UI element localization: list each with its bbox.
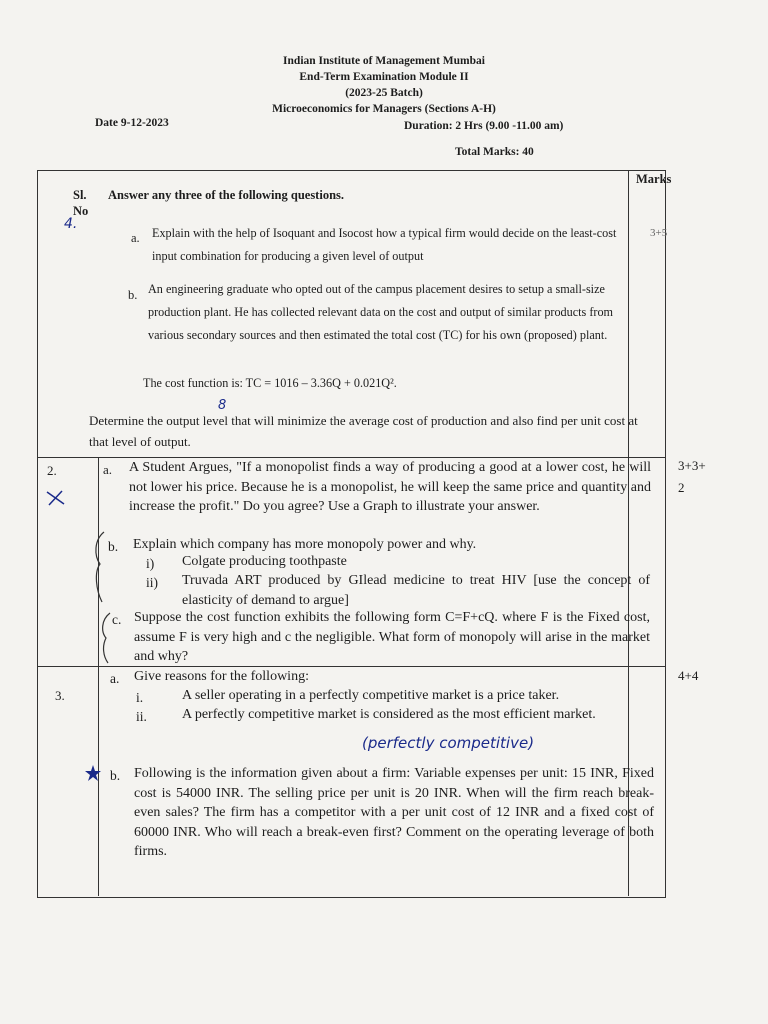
q2a-text: A Student Argues, "If a monopolist finds a way of producing a good at a lower cost, he will not lower his price. Because he is a monopolist, he will keep the same price and quantity and increase the profit." Do you agree? Use a Graph to illustrate your answer. (129, 460, 651, 514)
q3a-text: Give reasons for the following: (134, 669, 309, 684)
q2b-text: Explain which company has more monopoly power and why. (133, 537, 477, 552)
q2a-label: a. (103, 462, 113, 477)
exam-date: Date 9-12-2023 (95, 117, 169, 129)
q2b-item-2-label: ii) (146, 575, 158, 590)
q3a-label: a. (110, 671, 120, 686)
q2-number: 2. (47, 463, 57, 478)
handwritten-cross-icon (44, 488, 68, 508)
handwritten-bracket-icon (98, 610, 114, 666)
q2-marks-line1: 3+3+ (678, 458, 706, 473)
sl-column-divider (98, 457, 99, 896)
exam-title: End-Term Examination Module II (299, 71, 469, 83)
institute-name: Indian Institute of Management Mumbai (283, 55, 485, 67)
q3a-item-2-text: A perfectly competitive market is considered as the most efficient market. (182, 707, 596, 722)
course-title: Microeconomics for Managers (Sections A-H) (272, 103, 496, 115)
q2c-text: Suppose the cost function exhibits the following form C=F+cQ. where F is the Fixed cost, assume F is very high and c the negligible. What form of monopoly will arise in the market and why? (134, 610, 650, 664)
handwritten-note: (perfectly competitive) (362, 734, 535, 752)
cost-function: The cost function is: TC = 1016 – 3.36Q + 0.021Q². (143, 376, 397, 390)
exam-duration: Duration: 2 Hrs (9.00 -11.00 am) (404, 120, 564, 132)
q1b-label: b. (128, 288, 138, 302)
q3b-label: b. (110, 768, 121, 783)
sl-heading: Sl. (73, 188, 87, 202)
q1-determine-text: Determine the output level that will minimize the average cost of production and also find per unit cost at that level of output. (89, 413, 638, 449)
q3a-item-1-label: i. (136, 690, 144, 705)
q1b-text: An engineering graduate who opted out of the campus placement desires to setup a small-size production plant. He has collected relevant data on the cost and output of similar products from various secondary sources and then estimated the total cost (TC) for his own (proposed) plant. (148, 282, 614, 342)
q2-marks-line2: 2 (678, 480, 685, 495)
q2c-label: c. (112, 612, 122, 627)
instruction: Answer any three of the following questions. (108, 188, 345, 202)
no-heading: No (73, 204, 89, 218)
handwritten-bracket-icon (90, 528, 110, 608)
q2b-item-1-label: i) (146, 556, 155, 571)
q2b-label: b. (108, 539, 119, 554)
q3b-text: Following is the information given about a firm: Variable expenses per unit: 15 INR, Fixed cost is 54000 INR. The selling price per unit is 20 INR. When will the firm reach break-even sales? The firm has a competitor with a per unit cost of 12 INR and a fixed cost of 60000 INR. Who will reach a break-even first? Comment on the operating leverage of both firms. (134, 766, 654, 859)
star-icon (84, 764, 102, 782)
handwritten-mark: 8 (218, 398, 227, 413)
q1a-label: a. (131, 231, 140, 245)
q1a-marks: 3+5 (650, 227, 668, 239)
total-marks: Total Marks: 40 (455, 146, 534, 158)
q1-handwritten-number: 4. (64, 216, 78, 232)
q3a-item-1-text: A seller operating in a perfectly competitive market is a price taker. (182, 688, 560, 703)
q2b-item-2-text: Truvada ART produced by GIlead medicine to treat HIV [use the concept of elasticity of demand to argue] (182, 573, 650, 608)
batch: (2023-25 Batch) (345, 87, 423, 99)
q3-marks: 4+4 (678, 668, 699, 683)
q3-number: 3. (55, 688, 65, 703)
q3a-item-2-label: ii. (136, 709, 147, 724)
q1a-text: Explain with the help of Isoquant and Isocost how a typical firm would decide on the least-cost input combination for producing a given level of output (152, 226, 617, 263)
marks-heading: Marks (636, 172, 672, 186)
q2b-item-1-text: Colgate producing toothpaste (182, 554, 347, 569)
